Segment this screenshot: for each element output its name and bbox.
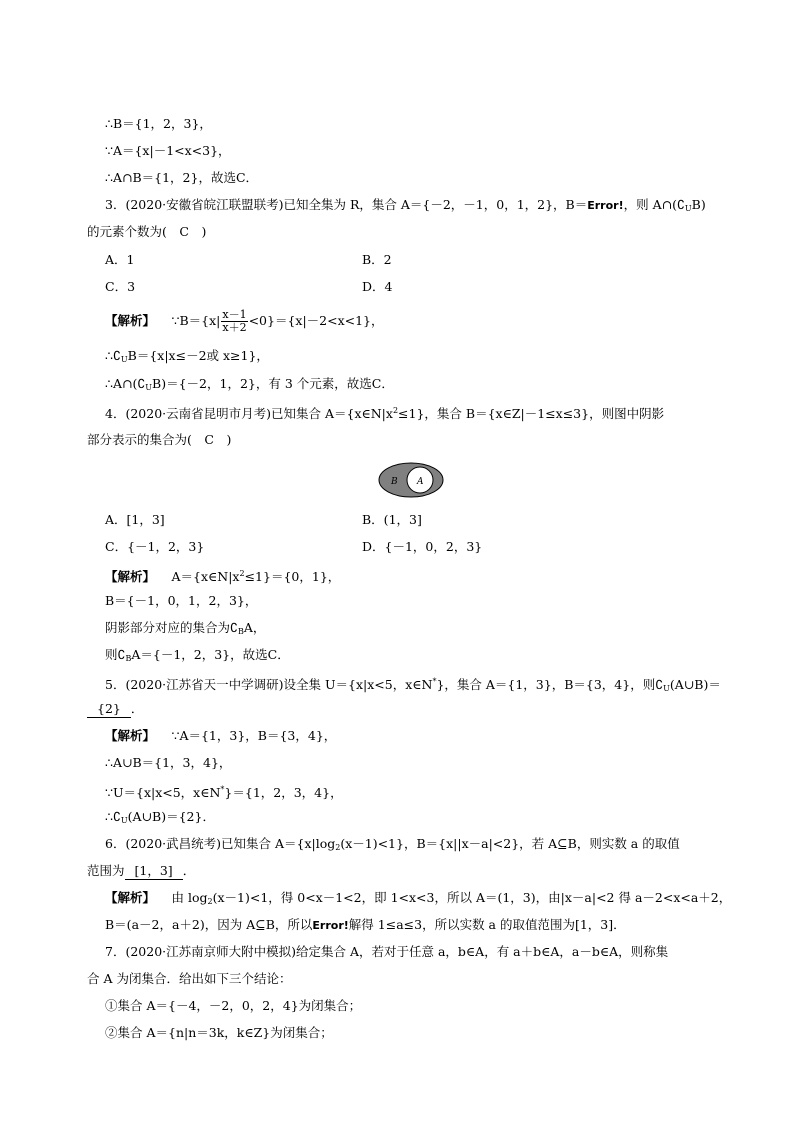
- solution-3: 【解析】 ∵B＝{x| $\frac{x-1}{x+2}$ <0}＝{x|－2<x<1}，: [105, 308, 384, 334]
- option-a: A．[1，3]: [105, 512, 165, 527]
- conclusion-2: ②集合 A＝{n|n＝3k，k∈Z}为闭集合；: [105, 1025, 333, 1040]
- line: ∵A＝{x|－1<x<3}，: [105, 143, 231, 158]
- option-c: C．{－1，2，3}: [105, 539, 205, 554]
- option-d: D．4: [362, 279, 393, 294]
- analysis-label: 【解析】: [105, 728, 156, 743]
- question-6: 6．(2020·武昌统考)已知集合 $A=\{x|\log_2(x-1)<1\}$，B＝{x||x－a|<2}，若 A⊆B，则实数 a 的取值: [105, 836, 680, 852]
- answer-blank: [1，3]: [125, 863, 183, 880]
- line: 合 A 为闭集合．给出如下三个结论：: [87, 971, 292, 986]
- line: ∴B＝{1，2，3}，: [105, 116, 212, 131]
- line: 的元素个数为( C ): [87, 224, 207, 239]
- line: $\therefore∁_U(A\cup B)=\{2\}$．: [105, 809, 215, 825]
- error-mark: Error!: [587, 199, 624, 212]
- line: B＝(a－2，a＋2)，因为 A⊆B，所以Error!解得 1≤a≤3，所以实数 a 的取值范围为[1，3]．: [105, 917, 626, 932]
- question-5: 5．(2020·江苏省天一中学调研)设全集 U＝{x|x<5，x∈N*}，集合 A＝{1，3}，B＝{3，4}，则$∁_U(A\cup B)=$: [105, 677, 721, 693]
- option-d: D．{－1，0，2，3}: [362, 539, 483, 554]
- line: 范围为 [1，3] ．: [87, 863, 196, 878]
- solution-4: 【解析】 $A=\{x\in N|x^2\le 1\}=\{0$，1}，: [105, 569, 341, 584]
- line: 部分表示的集合为( C ): [87, 432, 232, 447]
- line: $\therefore A\cap(∁_UB)=\{-2$，1，2}，有 3 个元素，故选C．: [105, 376, 394, 392]
- line: $\therefore∁_UB=\{x|x\le-2$或 x≥1}，: [105, 348, 269, 364]
- option-a: A．1: [105, 252, 135, 267]
- option-c: C．3: [105, 279, 136, 294]
- line: B＝{－1，0，1，2，3}，: [105, 593, 258, 608]
- line: ∴A∪B＝{1，3，4}，: [105, 755, 232, 770]
- line: 则$∁_BA=\{-1$，2，3}，故选C．: [105, 647, 290, 663]
- set-a-label: A: [417, 477, 424, 487]
- conclusion-1: ①集合 A＝{－4，－2，0，2，4}为闭集合；: [105, 998, 362, 1013]
- analysis-label: 【解析】: [105, 313, 156, 328]
- analysis-label: 【解析】: [105, 890, 156, 905]
- answer-blank: {2}: [87, 701, 131, 718]
- solution-5: 【解析】 ∵A＝{1，3}，B＝{3，4}，: [105, 728, 337, 743]
- question-7: 7．(2020·江苏南京师大附中模拟)给定集合 A，若对于任意 a，b∈A，有 a＋b∈A，a－b∈A，则称集: [105, 944, 669, 959]
- option-b: B．2: [362, 252, 392, 267]
- line: 阴影部分对应的集合为$∁_BA$，: [105, 620, 266, 636]
- line: ∵U＝{x|x<5，x∈N*}＝{1，2，3，4}，: [105, 785, 343, 800]
- line: {2} ．: [87, 701, 143, 718]
- option-b: B．(1，3]: [362, 512, 422, 527]
- analysis-label: 【解析】: [105, 569, 156, 584]
- error-mark: Error!: [312, 919, 349, 932]
- set-b-label: B: [391, 477, 398, 487]
- question-4: 4．(2020·云南省昆明市月考)已知集合 $A=\{x\in N|x^2\le 1\}$，集合 B＝{x∈Z|－1≤x≤3}，则图中阴影: [105, 406, 665, 421]
- fraction: $\frac{x-1}{x+2}$: [222, 308, 247, 334]
- question-3: 3．(2020·安徽省皖江联盟联考)已知全集为 R，集合 A＝{－2，－1，0，1，2}，B＝Error!，则 $A\cap(∁_UB)$: [105, 197, 706, 213]
- line: ∴A∩B＝{1，2}，故选C．: [105, 170, 259, 185]
- solution-6: 【解析】 由 $\log_2(x-1)<1$，得 0<x－1<2，即 1<x<3，所以 A＝(1，3)，由|x－a|<2 得 a－2<x<a＋2，: [105, 890, 732, 906]
- venn-diagram: [378, 462, 444, 498]
